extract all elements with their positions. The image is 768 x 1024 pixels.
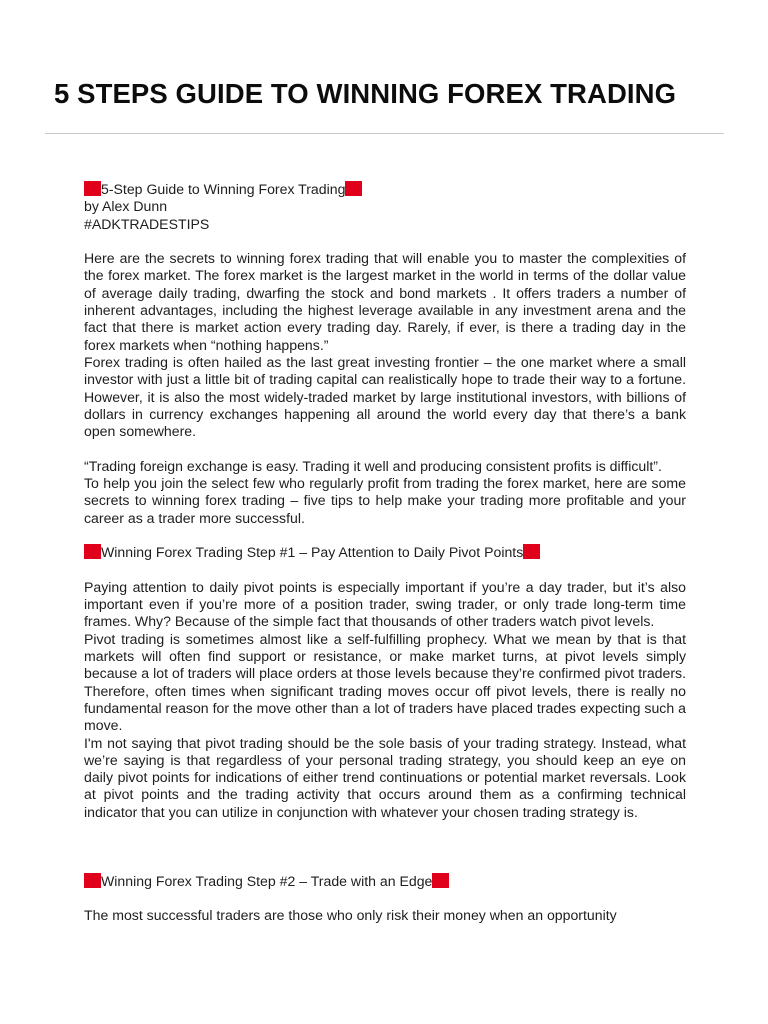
paragraph-pivot-prophecy: Pivot trading is sometimes almost like a self-fulfilling prophecy. What we mean by that is that markets will often find support or resistance, or make market turns, at pivot levels simply because a lot of traders will place orders at those levels because they’re confirmed pivot traders. Therefore, often times when significant trading moves occur off pivot levels, there is really no fundamental reason for the move other than a lot of traders have placed trades expecting such a move.: [84, 630, 686, 734]
paragraph-pivot-strategy: I'm not saying that pivot trading should be the sole basis of your trading strategy. Instead, what we’re saying is that regardless of your personal trading strategy, you should keep an eye on daily pivot points for indications of either trend continuations or potential market reversals. Look at pivot points and the trading activity that occurs around them as a confirming technical indicator that you can utilize in conjunction with whatever your chosen trading strategy is.: [84, 734, 686, 820]
page-title: 5 STEPS GUIDE TO WINNING FOREX TRADING: [54, 78, 677, 109]
step1-heading: [84, 544, 686, 561]
paragraph-pivot-importance: Paying attention to daily pivot points is especially important if you’re a day trader, but it’s also important even if you’re more of a position trader, swing trader, or only trade long-term time frames. Why? Because of the simple fact that thousands of other traders watch pivot levels.: [84, 578, 686, 630]
paragraph-edge: The most successful traders are those who only risk their money when an opportunity: [84, 907, 617, 924]
step2-heading-text: Winning Forex Trading Step #2 – Trade with an Edge: [101, 872, 433, 889]
paragraph-intro: Here are the secrets to winning forex trading that will enable you to master the complexities of the forex market. The forex market is the largest market in the world in terms of the dollar value of average daily trading, dwarfing the stock and bond markets . It offers traders a number of inherent advantages, including the highest leverage available in any investment arena and the fact that there is market action every trading day. Rarely, if ever, is there a trading day in the forex markets when “nothing happens.”: [84, 250, 686, 353]
paragraph-secrets: To help you join the select few who regularly profit from trading the forex market, here are some secrets to winning forex trading – five tips to help make your trading more profitable and your career as a trader more successful.: [84, 475, 686, 526]
red-square-icon: [345, 181, 362, 196]
document-body: [84, 181, 686, 925]
red-square-icon: [432, 873, 449, 888]
step2-heading: [84, 873, 686, 890]
paragraph-quote: “Trading foreign exchange is easy. Trading it well and producing consistent profits is difficult”.: [84, 457, 662, 474]
red-square-icon: [84, 873, 101, 888]
hashtag: #ADKTRADESTIPS: [84, 215, 210, 232]
red-square-icon: [84, 181, 101, 196]
paragraph-frontier: Forex trading is often hailed as the last great investing frontier – the one market where a small investor with just a little bit of trading capital can realistically hope to trade their way to a fortune. However, it is also the most widely-traded market by large institutional investors, with billions of dollars in currency exchanges happening all around the world every day that there’s a bank open somewhere.: [84, 353, 686, 440]
author-line: by Alex Dunn: [84, 198, 168, 215]
guide-title: 5-Step Guide to Winning Forex Trading: [101, 181, 346, 197]
red-square-icon: [84, 544, 101, 559]
title-divider: [45, 133, 724, 134]
red-square-icon: [523, 544, 540, 559]
step1-heading-text: Winning Forex Trading Step #1 – Pay Attention to Daily Pivot Points: [101, 544, 524, 561]
guide-title-line: [84, 181, 686, 198]
